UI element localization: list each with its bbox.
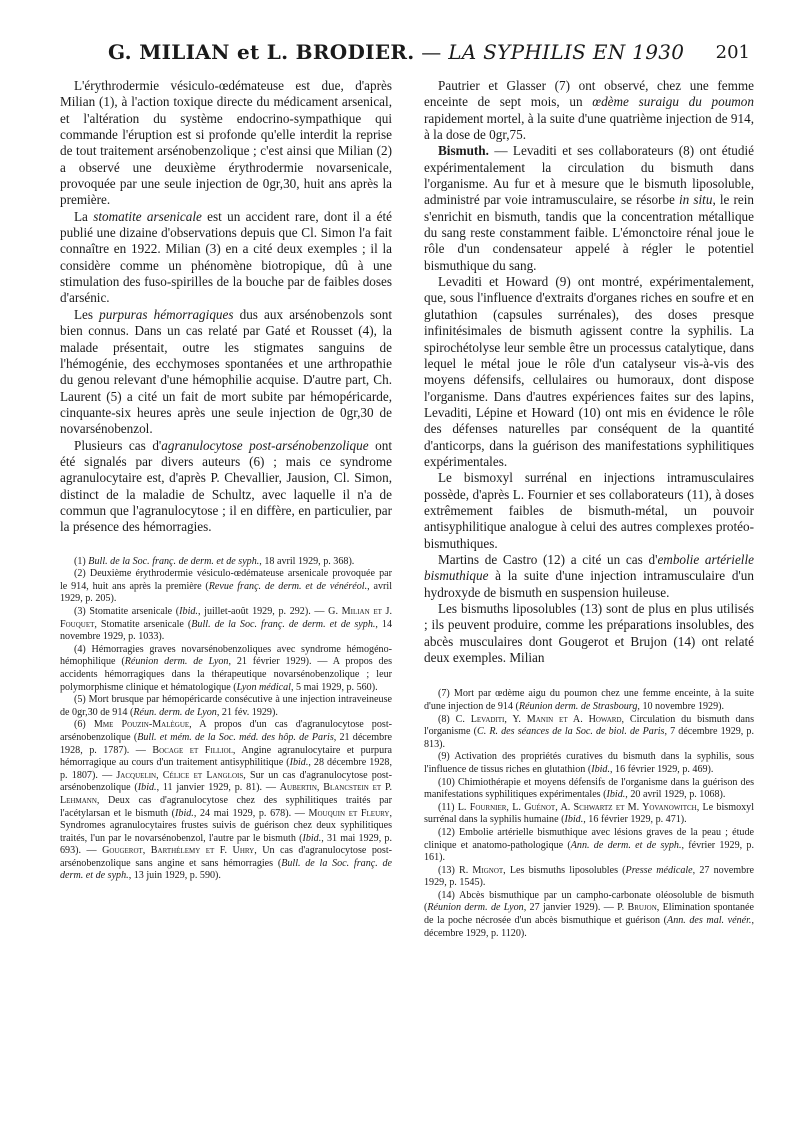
right-body bbox=[424, 78, 754, 666]
section-heading-bismuth: Bismuth. bbox=[438, 143, 489, 159]
paragraph-bismuth: Bismuth. — Levaditi et ses collaborateurs (8) ont étudié expérimentalement la circulation du bismuth dans l'organisme. Au fur et à mesure que le bismuth liposoluble, administré par voie intramusculaire, se résorbe in situ, le rein s'enrichit en bismuth, tandis que la concentration métallique du sang reste constamment faible. L'émonctoire rénal joue le rôle d'un condensateur appelé à régler le potentiel bismuthique du sang. bbox=[424, 143, 754, 273]
footnote-4: (4) Hémorragies graves novarsénobenzoliques avec syndrome hémogéno-hémophilique (Réunion derm. de Lyon, 21 février 1929). — A propos des accidents hémorragiques dans la thérapeutique novarsénobenzolique ; leur polymorphisme clinique et hématologique (Lyon médical, 5 mai 1929, p. 560). bbox=[60, 643, 392, 693]
header-dash: — bbox=[414, 40, 449, 64]
term-agranulocytose: agranulocytose post-arsénobenzolique bbox=[161, 437, 369, 453]
running-header bbox=[0, 40, 800, 72]
term-oedeme: œdème suraigu du poumon bbox=[592, 94, 754, 110]
term-stomatite: stomatite arsenicale bbox=[93, 208, 202, 224]
paragraph-bismoxyl: Le bismoxyl surrénal en injections intramusculaires possède, d'après L. Fournier et ses collaborateurs (11), à doses extrêmement faibles de bismuth-métal, un pouvoir antisyphilitique analogue à celui des autres complexes protéo-bismuthiques. bbox=[424, 470, 754, 551]
paragraph-agranulocytose: Plusieurs cas d'agranulocytose post-arsénobenzolique ont été signalés par divers auteurs (6) ; mais ce syndrome agranulocytaire est, d'après P. Chevallier, Jausion, Cl. Simon, distinct de la maladie de Schultz, avec laquelle il n'a de commun que l'agranulocytose ; il en diffère, en particulier, par la présence des hémorragies. bbox=[60, 437, 392, 535]
footnote-5: (5) Mort brusque par hémopéricarde consécutive à une injection intraveineuse de 0gr,30 de 914 (Réun. derm. de Lyon, 21 fév. 1929). bbox=[60, 694, 392, 718]
page-number: 201 bbox=[715, 42, 750, 63]
footnote-gap bbox=[60, 536, 392, 556]
running-title bbox=[108, 40, 684, 64]
footnotes-right bbox=[424, 688, 754, 940]
term-in-situ: in situ bbox=[679, 192, 713, 208]
footnote-7: (7) Mort par œdème aigu du poumon chez une femme enceinte, à la suite d'une injection de 914 (Réunion derm. de Strasbourg, 10 novembre 1929). bbox=[424, 688, 754, 712]
footnote-14: (14) Abcès bismuthique par un campho-carbonate oléosoluble de bismuth (Réunion derm. de Lyon, 27 janvier 1929). — P. Brujon, Elimination spontanée de la poche nécrosée d'un abcès bismuthique et guérison (Ann. des mal. vénér., décembre 1929, p. 1120). bbox=[424, 889, 754, 939]
left-column bbox=[60, 78, 392, 883]
left-body bbox=[60, 78, 392, 536]
paragraph-levaditi-howard: Levaditi et Howard (9) ont montré, expérimentalement, que, sous l'influence d'extraits d'organes riches en soufre et en glutathion (capsules surrénales), des doses presque infinitésimales de bismuth agissent contre la syphilis. La spirochétolyse leur semble être un processus catalytique, dans lequel le métal joue le rôle d'un catalyseur vis-à-vis des moyens défensifs, cellulaires ou humoraux, dont dispose l'organisme. Dans d'autres expériences faites sur des lapins, Levaditi, Lépine et Howard (10) ont mis en évidence le rôle des défenses naturelles par conséquent de la quantité d'anticorps, dans la guérison des manifestations syphilitiques expérimentales. bbox=[424, 274, 754, 469]
header-authors: G. MILIAN et L. BRODIER. bbox=[108, 40, 415, 64]
term-purpuras: purpuras hémorragiques bbox=[99, 306, 234, 322]
footnote-3: (3) Stomatite arsenicale (Ibid., juillet-août 1929, p. 292). — G. Milian et J. Fouquet, Stomatite arsenicale (Bull. de la Soc. franç. de derm. et de syph., 14 novembre 1929, p. 1033). bbox=[60, 606, 392, 643]
footnote-12: (12) Embolie artérielle bismuthique avec lésions graves de la peau ; étude clinique et anatomo-pathologique (Ann. de derm. et de syph., février 1929, p. 161). bbox=[424, 826, 754, 864]
footnote-10: (10) Chimiothérapie et moyens défensifs de l'organisme dans la guérison des manifestations syphilitiques expérimentales (Ibid., 20 avril 1929, p. 1068). bbox=[424, 776, 754, 801]
footnote-6: (6) Mme Pouzin-Malègue, A propos d'un cas d'agranulocytose post-arsénobenzolique (Bull. et mém. de la Soc. méd. des hôp. de Paris, 21 décembre 1928, p. 1787). — Bocage et Filliol, Angine agranulocytaire et purpura hémorragique au cours d'un traitement antisyphilitique (Ibid., 28 décembre 1928, p. 1807). — Jacquelin, Célice et Langlois, Sur un cas d'agranulocytose post-arsénobenzolique (Ibid., 11 janvier 1929, p. 81). — Aubertin, Blancstein et P. Lehmann, Deux cas d'agranulocytose chez des syphilitiques traités par l'acétylarsan et le bismuth (Ibid., 24 mai 1929, p. 678). — Mouquin et Fleury, Syndromes agranulocytaires frustes suivis de guérison chez deux syphilitiques traités, l'un par le novarsénobenzol, l'autre par le bismuth (Ibid., 31 mai 1929, p. 693). — Gougerot, Barthélemy et F. Uhry, Un cas d'agranulocytose post-arsénobenzolique sans angine et sans hémorragies (Bull. de la Soc. franç. de derm. et de syph., 13 juin 1929, p. 590). bbox=[60, 719, 393, 882]
paragraph-stomatite: La stomatite arsenicale est un accident rare, dont il a été publié une dizaine d'observations depuis que Cl. Simon l'a fait connaître en 1922. Milian (3) en a cité deux exemples ; il la considère comme un phénomène biotropique, dû à une stimulation des fuso-spirilles de la bouche par de faibles doses d'arsénic. bbox=[60, 208, 392, 306]
footnote-1: (1) Bull. de la Soc. franç. de derm. et de syph., 18 avril 1929, p. 368). bbox=[74, 555, 355, 567]
footnote-13: (13) R. Mignot, Les bismuths liposolubles (Presse médicale, 27 novembre 1929, p. 1545). bbox=[424, 864, 754, 889]
paragraph-erythrodermie: L'érythrodermie vésiculo-œdémateuse est due, d'après Milian (1), à l'action toxique directe du médicament arsenical, et l'altération du système endocrino-sympathique qui commande l'éruption est si profonde qu'elle interdit la reprise de tout traitement arsénobenzolique ; c'est ainsi que Milian (2) a observé une deuxième érythrodermie novarsenicale, provoquée par une seule injection de 0gr,30, huit ans après la première. bbox=[60, 78, 392, 208]
paragraph-pautrier: Pautrier et Glasser (7) ont observé, chez une femme enceinte de sept mois, un œdème suraigu du poumon rapidement mortel, à la suite d'une quatrième injection de 914, à la dose de 0gr,75. bbox=[424, 78, 754, 143]
footnote-11: (11) L. Fournier, L. Guénot, A. Schwartz et M. Yovanowitch, Le bismoxyl surrénal dans la syphilis humaine (Ibid., 16 février 1929, p. 471). bbox=[424, 801, 755, 826]
footnote-2: (2) Deuxième érythrodermie vésiculo-œdémateuse arsenicale provoquée par le 914, huit ans après la première (Revue franç. de derm. et de vénéréol., avril 1929, p. 205). bbox=[60, 568, 392, 605]
footnote-9: (9) Activation des propriétés curatives du bismuth dans la syphilis, sous l'influence de tissus riches en glutathion (Ibid., 16 février 1929, p. 469). bbox=[424, 751, 754, 775]
term-embolie: embolie artérielle bismuthique bbox=[424, 551, 754, 584]
paragraph-martins: Martins de Castro (12) a cité un cas d'embolie artérielle bismuthique à la suite d'une injection intramusculaire d'un hydroxyde de bismuth en suspension huileuse. bbox=[424, 551, 754, 600]
footnotes-left bbox=[60, 556, 392, 883]
paragraph-purpuras: Les purpuras hémorragiques dus aux arsénobenzols sont bien connus. Dans un cas relaté par Gaté et Rousset (4), la malade présentait, outre les stigmates sanguins de l'hémogénie, des ecchymoses spontanées et une arthropathie du genou relevant d'une hémophilie acquise. D'autre part, Ch. Laurent (5) a cité un fait de mort subite par hémopéricarde, cinquante-six heures après une seule injection de 0gr,30 de novarsénobenzol. bbox=[60, 306, 393, 437]
paragraph-liposolubles: Les bismuths liposolubles (13) sont de plus en plus utilisés ; ils peuvent produire, comme les préparations insolubles, des abcès musculaires dont Gougerot et Brujon (14) ont relaté deux exemples. Milian bbox=[424, 601, 754, 666]
footnote-gap bbox=[424, 666, 754, 688]
footnote-8: (8) C. Levaditi, Y. Manin et A. Howard, Circulation du bismuth dans l'organisme (C. R. des séances de la Soc. de biol. de Paris, 7 décembre 1929, p. 813). bbox=[424, 713, 754, 750]
header-title: LA SYPHILIS EN 1930 bbox=[448, 40, 685, 64]
right-column bbox=[424, 78, 754, 940]
